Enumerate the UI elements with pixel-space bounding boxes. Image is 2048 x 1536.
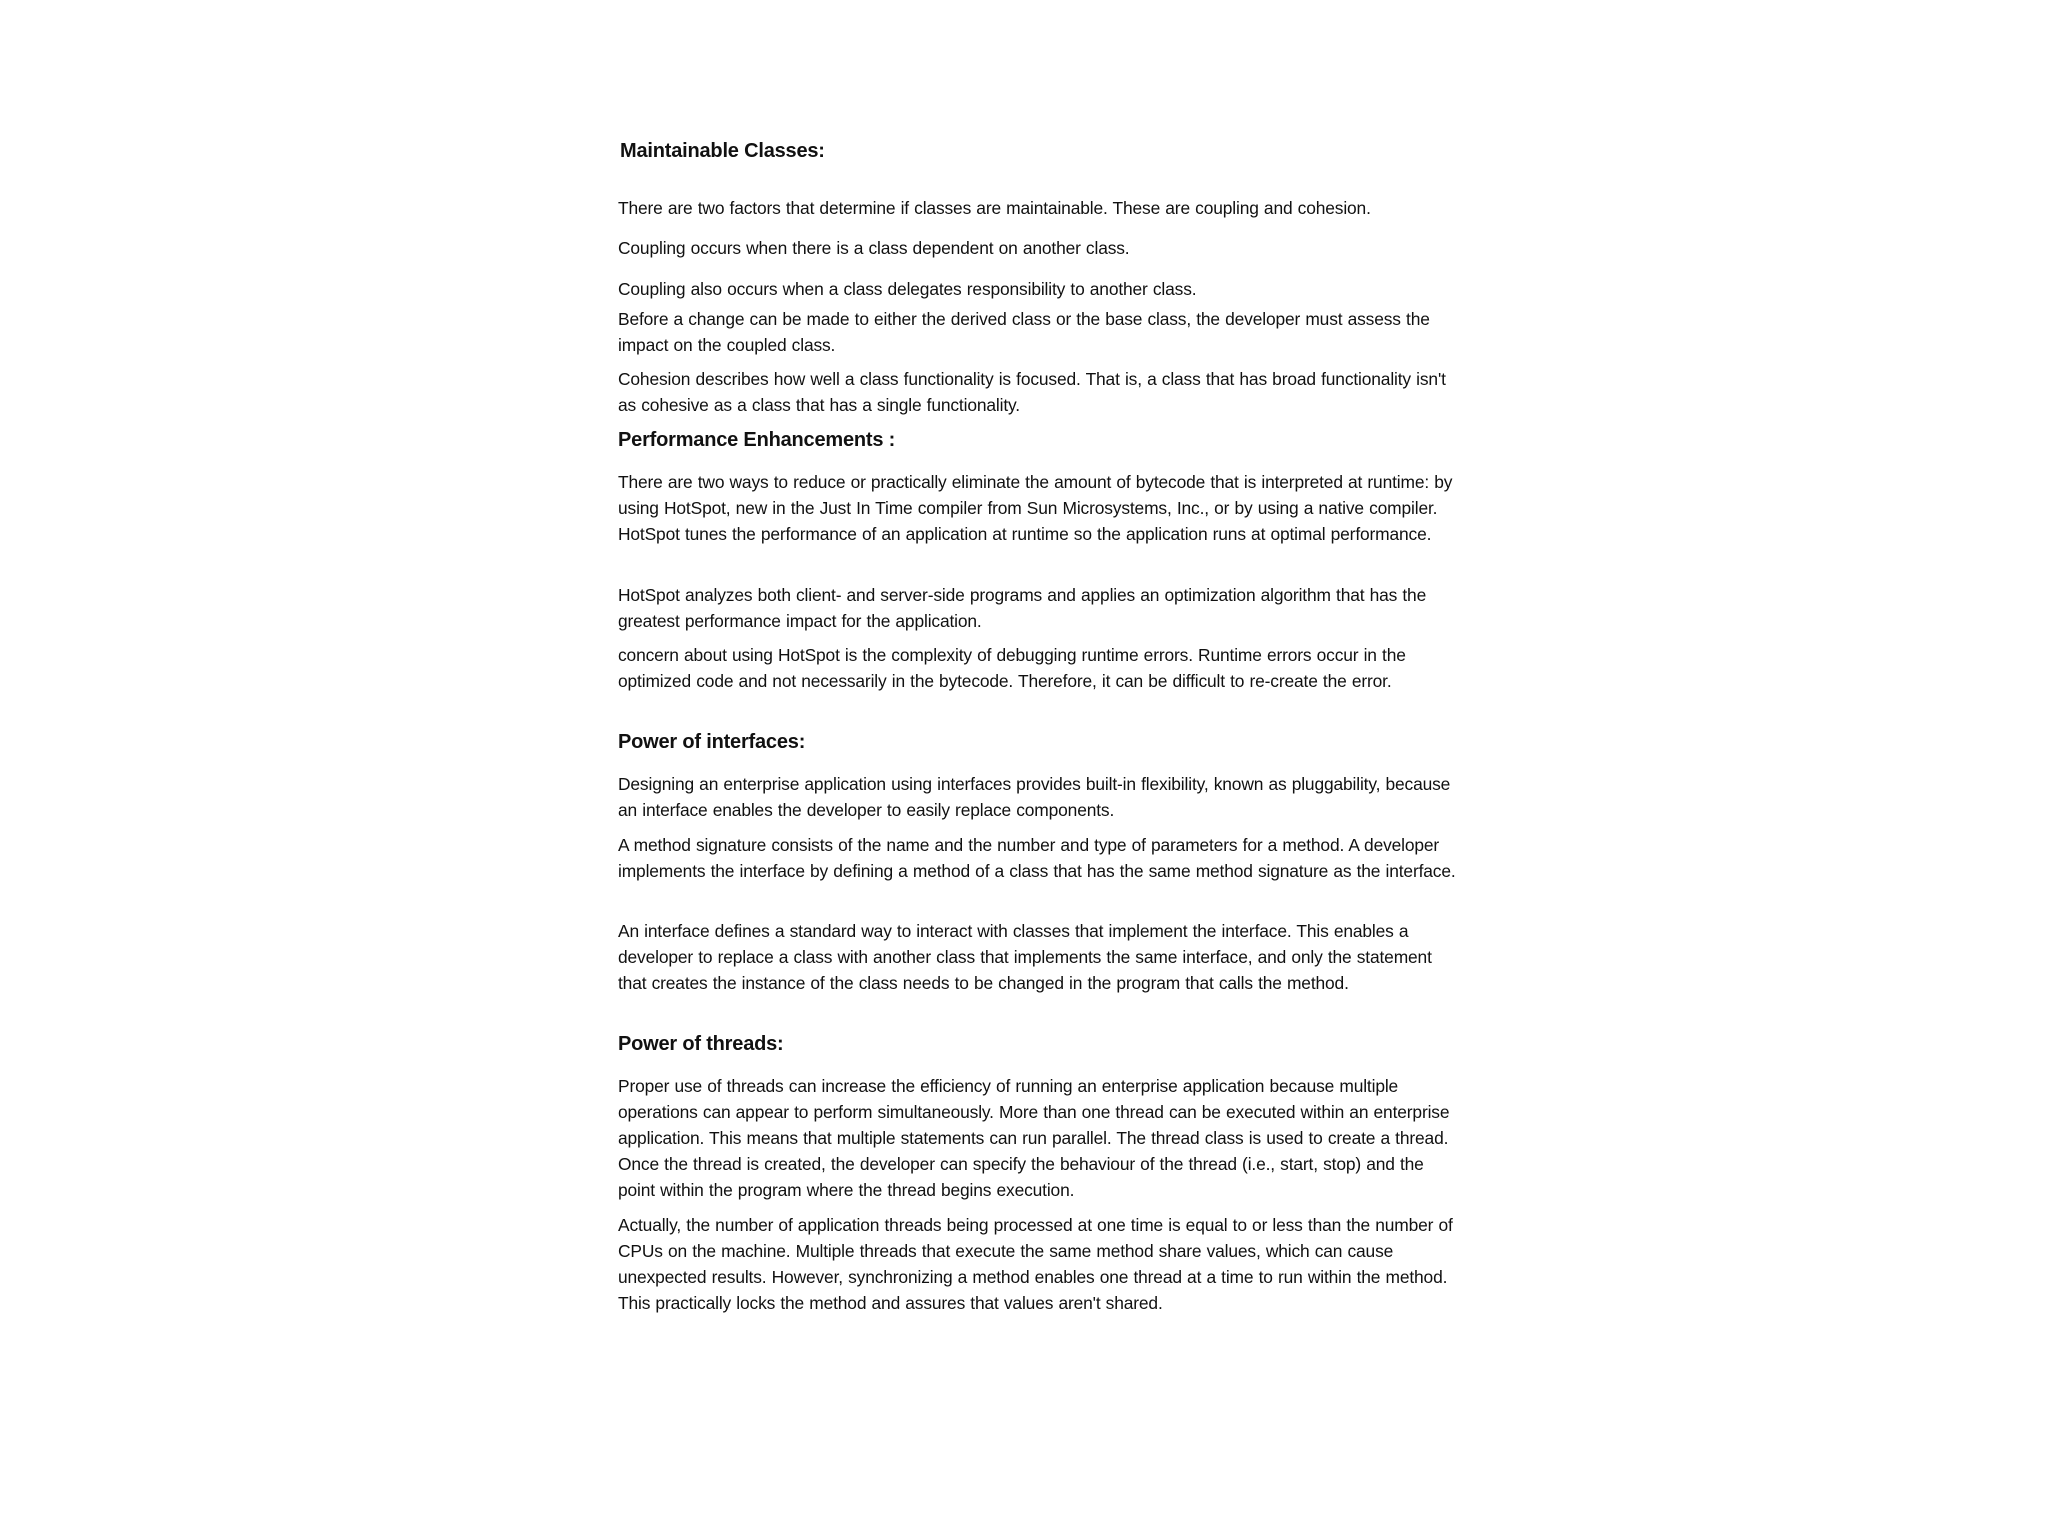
section-heading-power-of-interfaces: Power of interfaces: <box>618 731 806 753</box>
paragraph: Cohesion describes how well a class functionality is focused. That is, a class that has broad functionality isn't as cohesive as a class that has a single functionality. <box>618 369 1446 415</box>
paragraph: concern about using HotSpot is the complexity of debugging runtime errors. Runtime errors occur in the optimized code and not necessarily in the bytecode. Therefore, it can be difficult to re-create the error. <box>618 645 1406 691</box>
paragraph: An interface defines a standard way to interact with classes that implement the interface. This enables a developer to replace a class with another class that implements the same interface, and only the statement that creates the instance of the class needs to be changed in the program that calls the method. <box>618 921 1432 993</box>
section-heading-maintainable-classes: Maintainable Classes: <box>620 140 825 162</box>
section-heading-power-of-threads: Power of threads: <box>618 1033 784 1055</box>
paragraph: A method signature consists of the name and the number and type of parameters for a method. A developer implements the interface by defining a method of a class that has the same method signature as the interface. <box>618 835 1456 881</box>
paragraph: There are two ways to reduce or practically eliminate the amount of bytecode that is interpreted at runtime: by using HotSpot, new in the Just In Time compiler from Sun Microsystems, Inc., or by using a native compiler. HotSpot tunes the performance of an application at runtime so the application runs at optimal performance. <box>618 472 1453 544</box>
paragraph: Actually, the number of application threads being processed at one time is equal to or less than the number of CPUs on the machine. Multiple threads that execute the same method share values, which can cause unexpected results. However, synchronizing a method enables one thread at a time to run within the method. This practically locks the method and assures that values aren't shared. <box>618 1215 1453 1313</box>
paragraph: Before a change can be made to either the derived class or the base class, the developer must assess the impact on the coupled class. <box>618 309 1430 355</box>
paragraph: Coupling occurs when there is a class dependent on another class. <box>618 238 1130 258</box>
section-heading-performance-enhancements: Performance Enhancements : <box>618 429 896 451</box>
paragraph: Designing an enterprise application using interfaces provides built-in flexibility, known as pluggability, because an interface enables the developer to easily replace components. <box>618 774 1451 820</box>
paragraph: Proper use of threads can increase the efficiency of running an enterprise application because multiple operations can appear to perform simultaneously. More than one thread can be executed within an enterprise application. This means that multiple statements can run parallel. The thread class is used to create a thread. Once the thread is created, the developer can specify the behaviour of the thread (i.e., start, stop) and the point within the program where the thread begins execution. <box>618 1076 1450 1200</box>
paragraph: HotSpot analyzes both client- and server-side programs and applies an optimization algorithm that has the greatest performance impact for the application. <box>618 585 1427 631</box>
paragraph: Coupling also occurs when a class delegates responsibility to another class. <box>618 279 1197 299</box>
paragraph: There are two factors that determine if classes are maintainable. These are coupling and cohesion. <box>618 198 1371 218</box>
